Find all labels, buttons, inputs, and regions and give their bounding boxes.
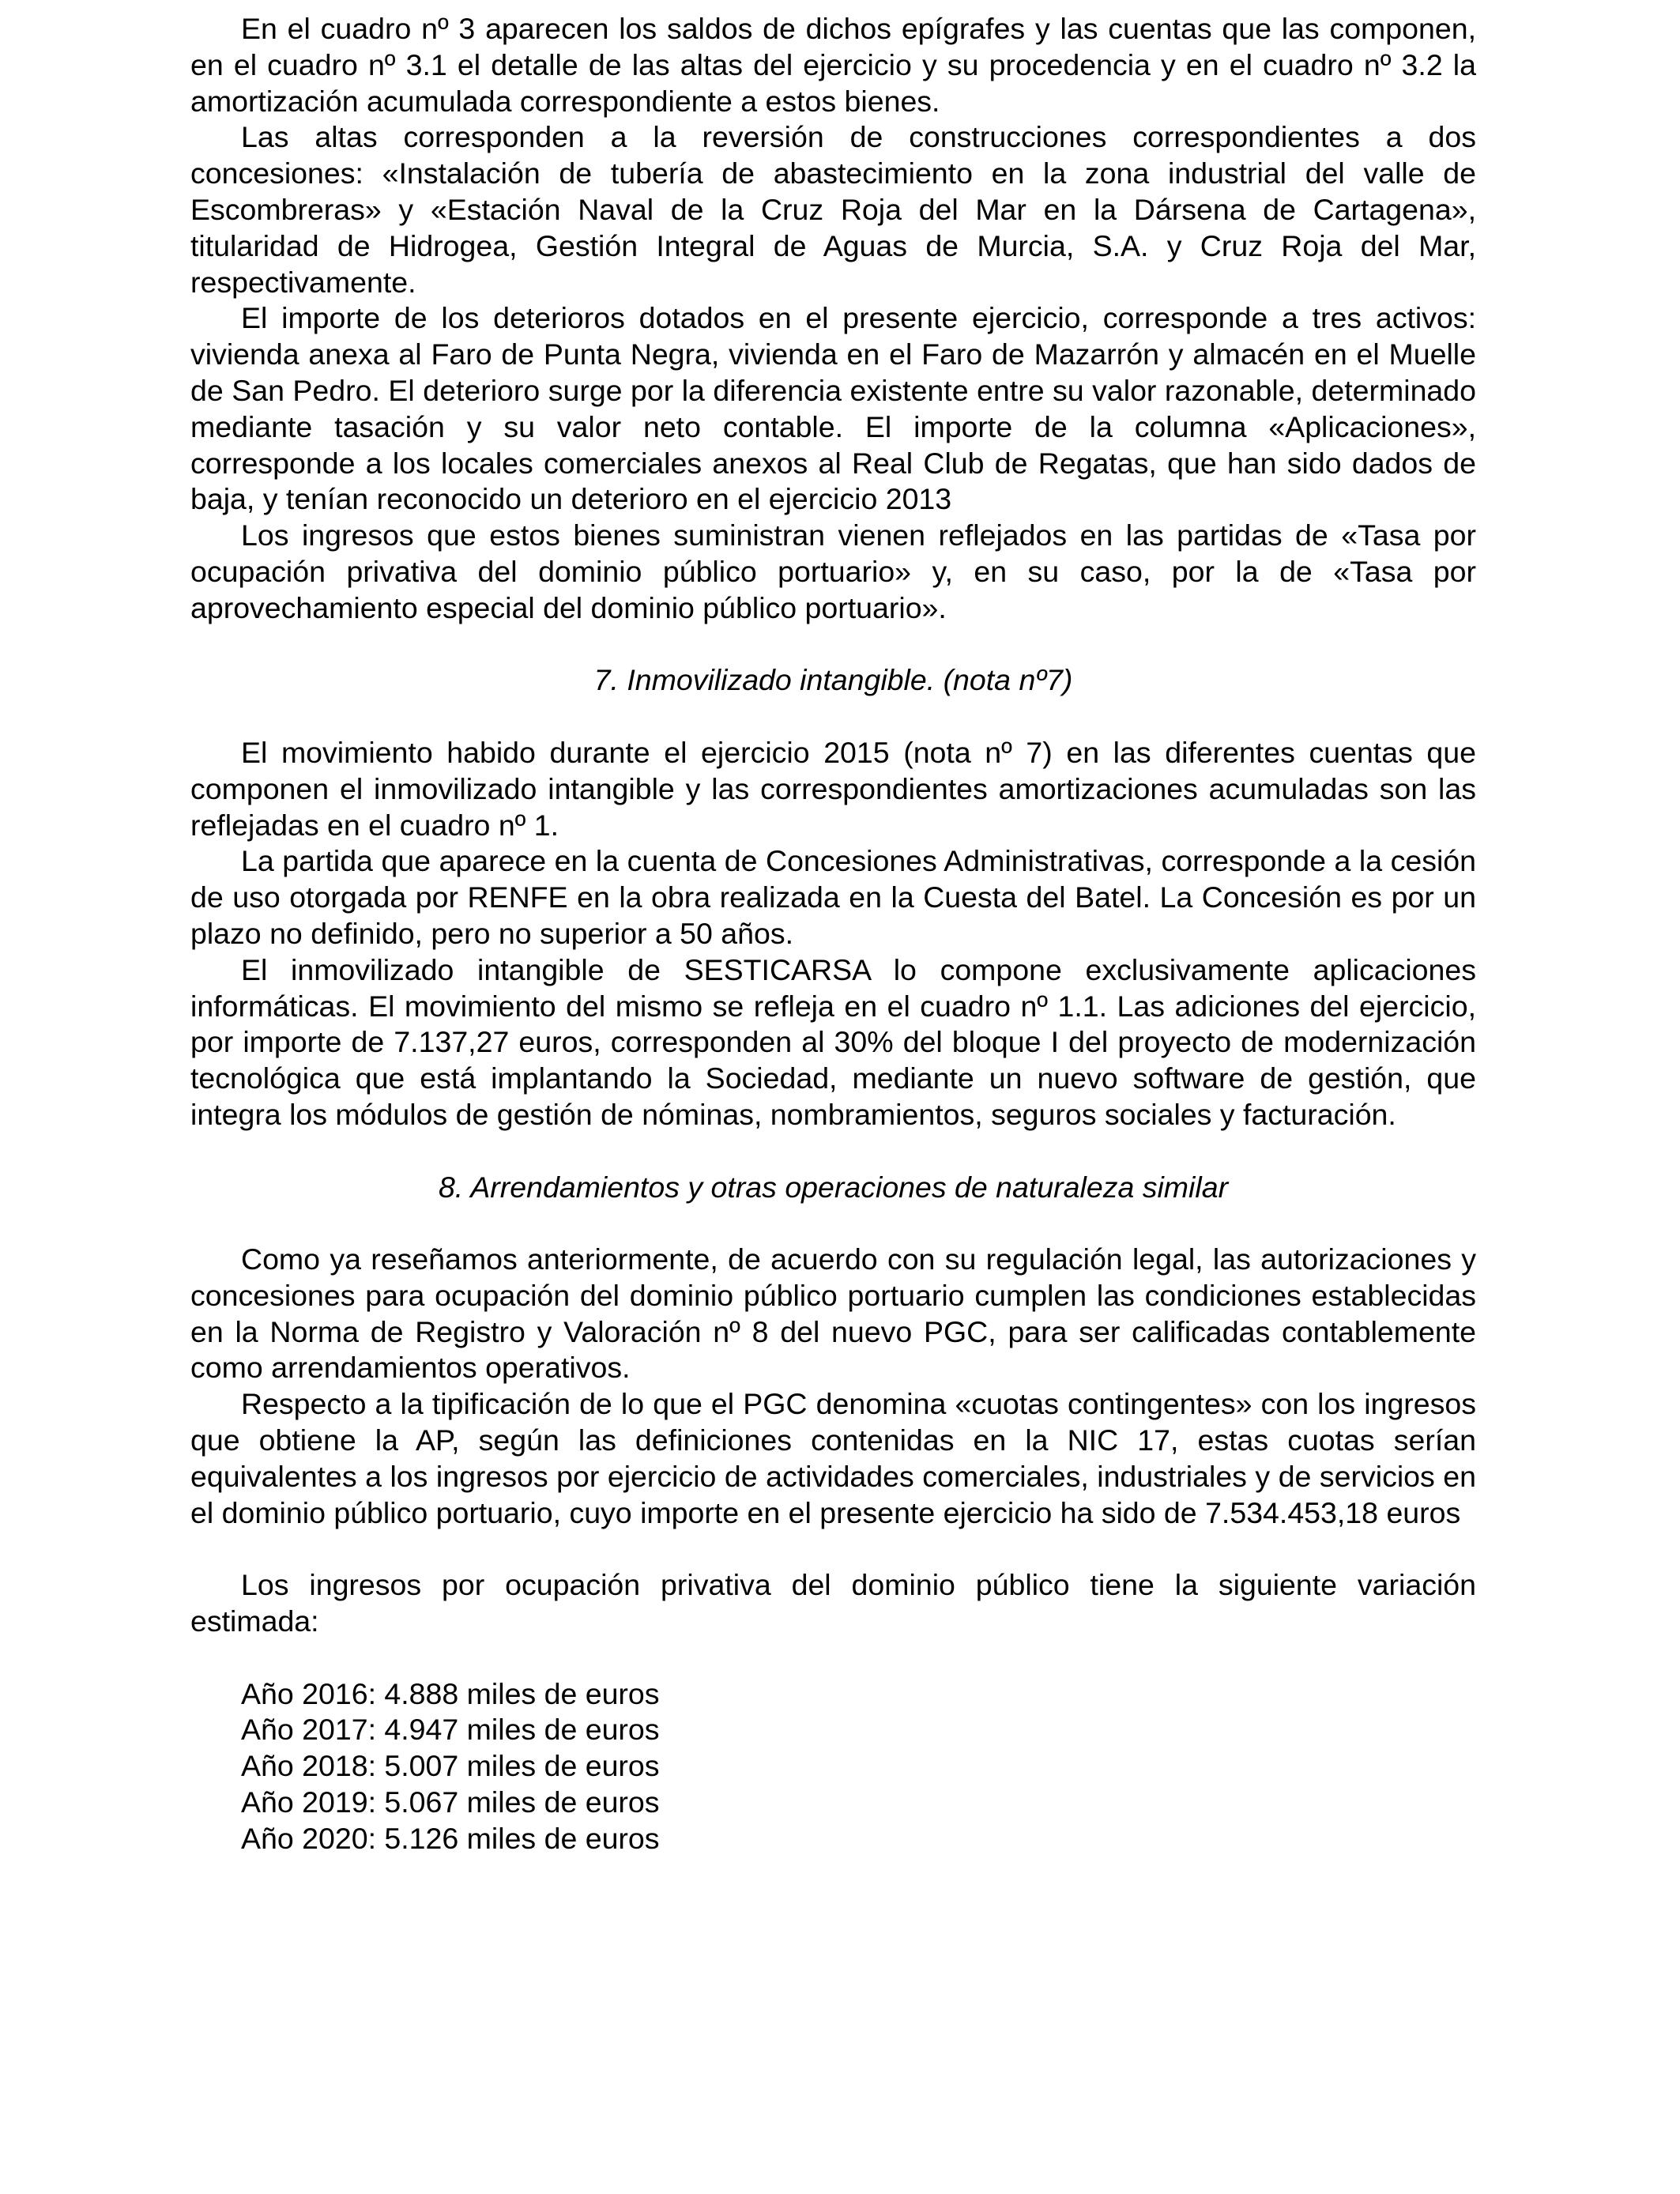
spacer: [190, 1531, 1476, 1567]
estimated-income-list: [190, 1676, 1476, 1857]
paragraph-sesticarsa: El inmovilizado intangible de SESTICARSA lo compone exclusivamente aplicaciones informáticas. El movimiento del mismo se refleja en el cuadro nº 1.1. Las adiciones del ejercicio, por importe de 7.137,27 euros, corresponden al 30% del bloque I del proyecto de modernización tecnológica que está implantando la Sociedad, mediante un nuevo software de gestión, que integra los módulos de gestión de nóminas, nombramientos, seguros sociales y facturación.: [190, 952, 1476, 1131]
paragraph-variacion-estimada: Los ingresos por ocupación privativa del dominio público tiene la siguiente variación estimada:: [190, 1568, 1476, 1638]
spacer: [190, 627, 1476, 663]
list-item: Año 2020: 5.126 miles de euros: [241, 1821, 660, 1855]
paragraph-altas: Las altas corresponden a la reversión de construcciones correspondientes a dos concesiones: «Instalación de tubería de abastecimiento en la zona industrial del valle de Escombreras» y «Estación Naval de la Cruz Roja del Mar en la Dársena de Cartagena», titularidad de Hidrogea, Gestión Integral de Aguas de Murcia, S.A. y Cruz Roja del Mar, respectivamente.: [190, 120, 1476, 299]
spacer: [190, 1640, 1476, 1676]
list-item: Año 2018: 5.007 miles de euros: [241, 1749, 660, 1783]
paragraph-cuadro-3: En el cuadro nº 3 aparecen los saldos de dichos epígrafes y las cuentas que las componen, en el cuadro nº 3.1 el detalle de las altas del ejercicio y su procedencia y en el cuadro nº 3.2 la amortización acumulada correspondiente a estos bienes.: [190, 12, 1476, 118]
paragraph-ingresos-bienes: Los ingresos que estos bienes suministran vienen reflejados en las partidas de «Tasa por ocupación privativa del dominio público portuario» y, en su caso, por la de «Tasa por aprovechamiento especial del dominio público portuario».: [190, 518, 1476, 624]
list-item: Año 2016: 4.888 miles de euros: [241, 1676, 660, 1710]
section-heading-inmovilizado-intangible: 7. Inmovilizado intangible. (nota nº7): [593, 663, 1073, 697]
list-item: Año 2017: 4.947 miles de euros: [241, 1713, 660, 1747]
document-page: [190, 11, 1476, 1857]
paragraph-cuotas-contingentes: Respecto a la tipificación de lo que el PGC denomina «cuotas contingentes» con los ingresos que obtiene la AP, según las definiciones contenidas en la NIC 17, estas cuotas serían equivalentes a los ingresos por ejercicio de actividades comerciales, industriales y de servicios en el dominio público portuario, cuyo importe en el presente ejercicio ha sido de 7.534.453,18 euros: [190, 1387, 1476, 1529]
section-heading-arrendamientos: 8. Arrendamientos y otras operaciones de naturaleza similar: [438, 1170, 1229, 1204]
paragraph-movimiento-intangible: El movimiento habido durante el ejercicio 2015 (nota nº 7) en las diferentes cuentas que componen el inmovilizado intangible y las correspondientes amortizaciones acumuladas son las reflejadas en el cuadro nº 1.: [190, 735, 1476, 842]
paragraph-autorizaciones-concesiones: Como ya reseñamos anteriormente, de acuerdo con su regulación legal, las autorizaciones y concesiones para ocupación del dominio público portuario cumplen las condiciones establecidas en la Norma de Registro y Valoración nº 8 del nuevo PGC, para ser calificadas contablemente como arrendamientos operativos.: [190, 1242, 1476, 1385]
paragraph-concesiones-administrativas: La partida que aparece en la cuenta de Concesiones Administrativas, corresponde a la cesión de uso otorgada por RENFE en la obra realizada en la Cuesta del Batel. La Concesión es por un plazo no definido, pero no superior a 50 años.: [190, 844, 1476, 950]
list-item: Año 2019: 5.067 miles de euros: [241, 1785, 660, 1819]
spacer: [190, 1133, 1476, 1170]
paragraph-deterioros: El importe de los deterioros dotados en el presente ejercicio, corresponde a tres activos: vivienda anexa al Faro de Punta Negra, vivienda en el Faro de Mazarrón y almacén en el Muelle de San Pedro. El deterioro surge por la diferencia existente entre su valor razonable, determinado mediante tasación y su valor neto contable. El importe de la columna «Aplicaciones», corresponde a los locales comerciales anexos al Real Club de Regatas, que han sido dados de baja, y tenían reconocido un deterioro en el ejercicio 2013: [190, 301, 1476, 516]
spacer: [190, 1205, 1476, 1242]
spacer: [190, 699, 1476, 735]
